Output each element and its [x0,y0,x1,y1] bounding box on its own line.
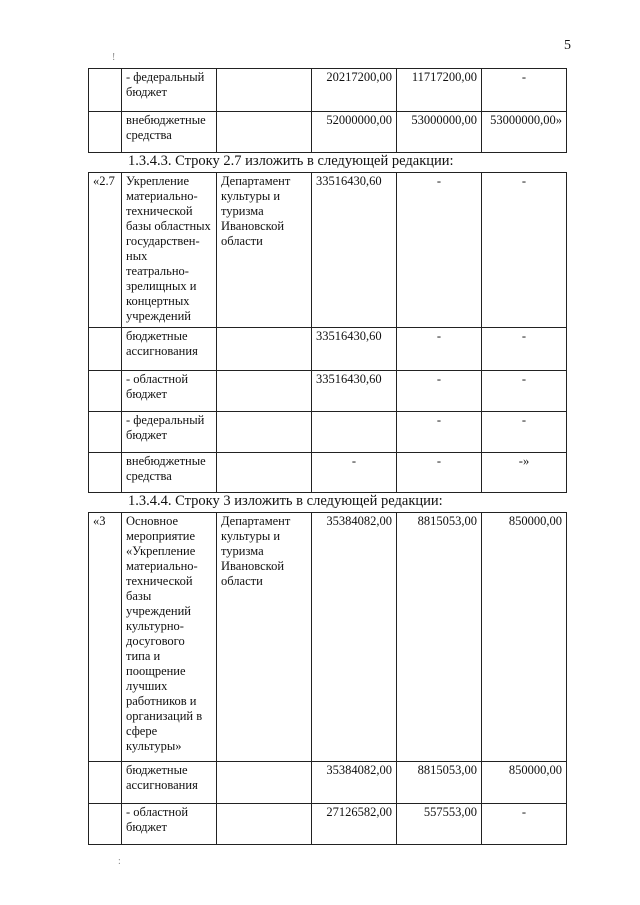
table-row [89,453,567,493]
table-row [89,173,567,328]
value-cell: 8815053,00 [397,762,482,804]
value-cell: 52000000,00 [312,112,397,153]
row-number-cell: «3 [89,513,122,762]
value-cell: - [397,328,482,371]
row-name-cell: Основное мероприятие «Укрепление материально-технической базы учреждений культурно-досугового типа и поощрение лучших работников и организаций в сфере культуры» [122,513,217,762]
value-cell: - [482,173,567,328]
table-row-2-7 [88,172,567,493]
table-row [89,762,567,804]
value-cell: 35384082,00 [312,762,397,804]
row-number-cell [89,328,122,371]
table-continuation [88,68,567,153]
table-row [89,69,567,112]
value-cell: 33516430,60 [312,328,397,371]
value-cell: - [397,412,482,453]
section-heading-3: 1.3.4.4. Строку 3 изложить в следующей редакции: [128,493,443,509]
value-cell: - [482,371,567,412]
row-dept-cell: Департамент культуры и туризма Ивановской области [217,173,312,328]
value-cell: 8815053,00 [397,513,482,762]
table-row [89,371,567,412]
row-dept-cell: Департамент культуры и туризма Ивановской области [217,513,312,762]
value-cell: - [482,412,567,453]
value-cell: - [482,804,567,845]
value-cell: 850000,00 [482,513,567,762]
row-number-cell [89,804,122,845]
row-name-cell: - федеральный бюджет [122,412,217,453]
value-cell: - [312,453,397,493]
table-row [89,112,567,153]
row-dept-cell [217,69,312,112]
row-name-cell: бюджетные ассигнования [122,328,217,371]
row-dept-cell [217,371,312,412]
row-number-cell [89,371,122,412]
row-name-cell: - областной бюджет [122,371,217,412]
value-cell: 850000,00 [482,762,567,804]
value-cell: 557553,00 [397,804,482,845]
row-name-cell: бюджетные ассигнования [122,762,217,804]
row-number-cell [89,762,122,804]
value-cell: -» [482,453,567,493]
value-cell: 33516430,60 [312,173,397,328]
value-cell: 53000000,00» [482,112,567,153]
table-row-3 [88,512,567,845]
row-name-cell: внебюджетные средства [122,453,217,493]
row-dept-cell [217,328,312,371]
value-cell: - [397,173,482,328]
row-dept-cell [217,762,312,804]
row-dept-cell [217,453,312,493]
section-heading-2-7: 1.3.4.3. Строку 2.7 изложить в следующей редакции: [128,153,454,169]
value-cell: 27126582,00 [312,804,397,845]
row-name-cell: Укрепление материально-технической базы областных государствен-ных театрально-зрелищных и концертных учреждений [122,173,217,328]
table-row [89,412,567,453]
value-cell [312,412,397,453]
value-cell: 53000000,00 [397,112,482,153]
row-name-cell: - федеральный бюджет [122,69,217,112]
value-cell: 33516430,60 [312,371,397,412]
row-dept-cell [217,412,312,453]
value-cell: - [397,453,482,493]
table-row [89,804,567,845]
row-name-cell: - областной бюджет [122,804,217,845]
row-number-cell [89,69,122,112]
row-number-cell [89,112,122,153]
row-name-cell: внебюджетные средства [122,112,217,153]
value-cell: 35384082,00 [312,513,397,762]
table-row [89,513,567,762]
value-cell: - [397,371,482,412]
scan-mark: ! [112,52,116,63]
table-row [89,328,567,371]
value-cell: 11717200,00 [397,69,482,112]
row-number-cell [89,453,122,493]
row-dept-cell [217,112,312,153]
value-cell: - [482,328,567,371]
value-cell: 20217200,00 [312,69,397,112]
row-number-cell [89,412,122,453]
row-number-cell: «2.7 [89,173,122,328]
value-cell: - [482,69,567,112]
row-dept-cell [217,804,312,845]
scan-mark: : [118,856,121,867]
page-number: 5 [564,38,571,53]
